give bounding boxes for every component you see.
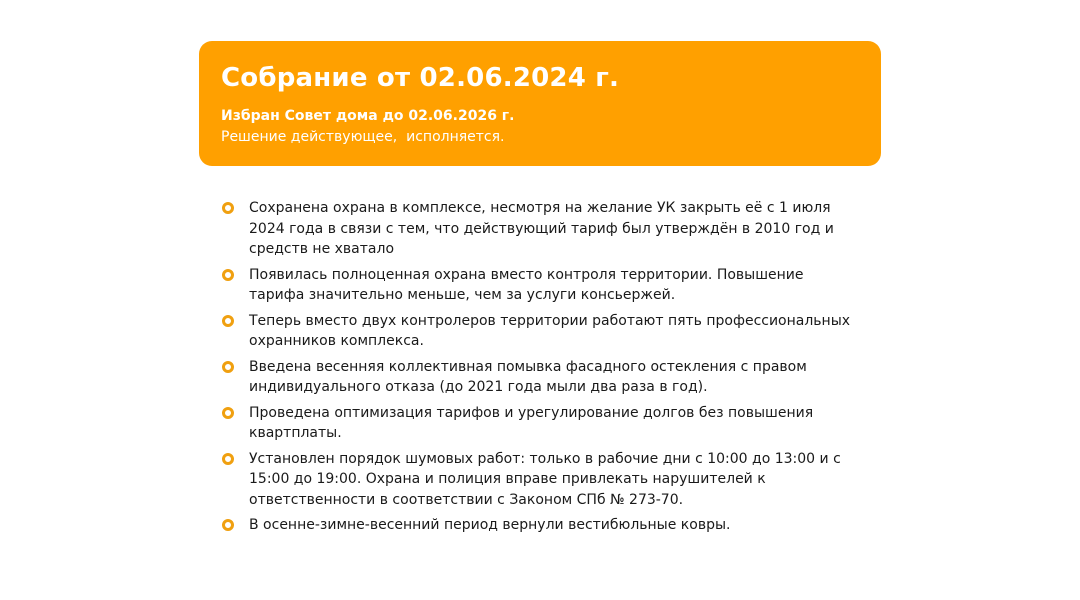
circle-bullet-icon <box>222 407 234 419</box>
circle-bullet-icon <box>222 269 234 281</box>
list-item-text: В осенне-зимне-весенний период вернули вестибюльные ковры. <box>249 517 731 533</box>
list-item-text: Установлен порядок шумовых работ: только в рабочие дни с 10:00 до 13:00 и с 15:00 до 19:00. Охрана и полиция вправе привлекать нарушителей к ответственности в соответствии с Законом СПб № 273-70. <box>249 450 841 508</box>
list-item <box>220 311 860 352</box>
list-item <box>220 449 860 511</box>
circle-bullet-icon <box>222 453 234 465</box>
header-subtitle: Избран Совет дома до 02.06.2026 г. <box>221 108 515 124</box>
circle-bullet-icon <box>222 361 234 373</box>
header-card <box>199 41 881 166</box>
circle-bullet-icon <box>222 519 234 531</box>
page-title: Собрание от 02.06.2024 г. <box>221 63 620 93</box>
list-item <box>220 515 860 536</box>
list-item-text: Сохранена охрана в комплексе, несмотря на желание УК закрыть её с 1 июля 2024 года в связи с тем, что действующий тариф был утверждён в 2010 год и средств не хватало <box>249 200 834 257</box>
list-item-text: Теперь вместо двух контролеров территории работают пять профессиональных охранников комплекса. <box>249 312 851 349</box>
circle-bullet-icon <box>222 202 234 214</box>
list-item <box>220 403 860 444</box>
list-item <box>220 265 860 306</box>
list-item-text: Введена весенняя коллективная помывка фасадного остекления с правом индивидуального отказа (до 2021 года мыли два раза в год). <box>249 358 807 395</box>
list-item-text: Проведена оптимизация тарифов и урегулирование долгов без повышения квартплаты. <box>249 404 814 441</box>
achievements-list <box>220 198 860 541</box>
decision-status: Решение действующее, исполняется. <box>221 129 505 145</box>
circle-bullet-icon <box>222 315 234 327</box>
list-item <box>220 357 860 398</box>
list-item <box>220 198 860 260</box>
list-item-text: Появилась полноценная охрана вместо контроля территории. Повышение тарифа значительно меньше, чем за услуги консьержей. <box>249 266 804 303</box>
